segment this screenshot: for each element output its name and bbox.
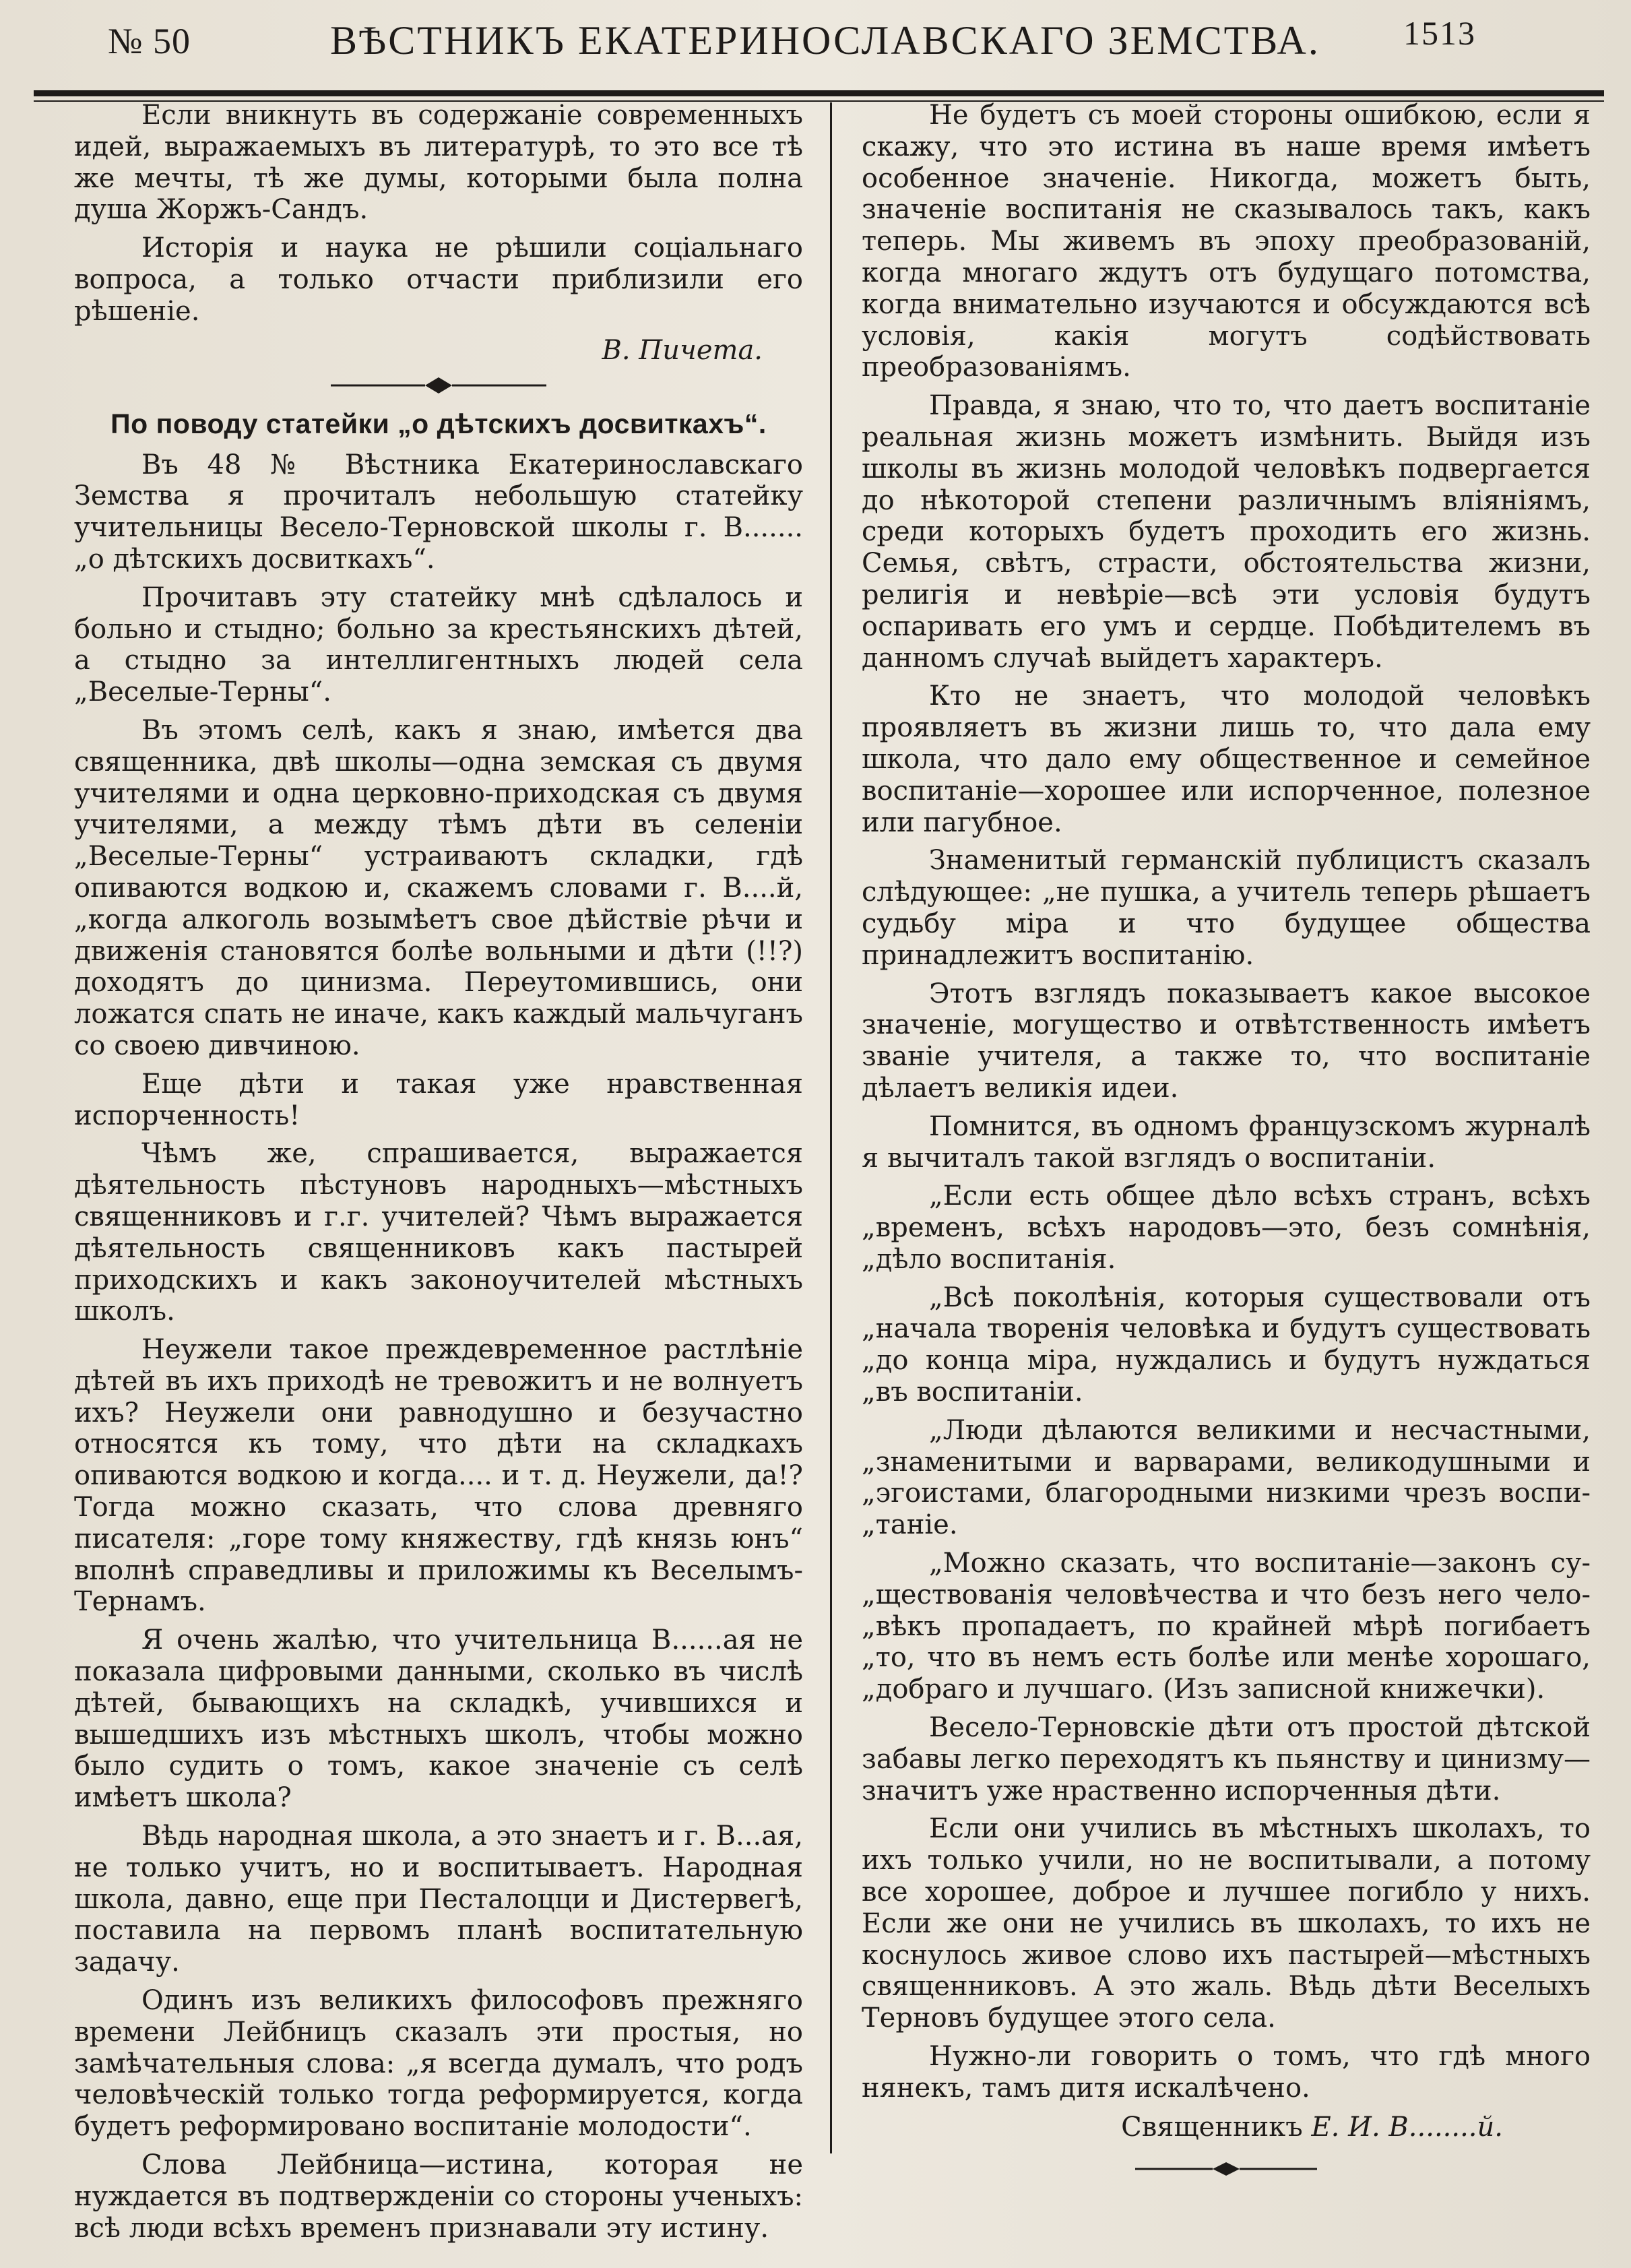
article-paragraph: Вѣдь народная школа, а это знаетъ и г. В...ая, не только учитъ, но и воспитываетъ. Народная школа, давно, еще при Песталоцци и Дистервегѣ, поставила на первомъ планѣ воспитательную задачу. <box>74 1821 803 1978</box>
article-paragraph: Въ 48 № Вѣстника Екатеринославскаго Земства я прочиталъ небольшую статейку учительницы Весело-Терновской школы г. В....... „о дѣтскихъ досвиткахъ“. <box>74 449 803 575</box>
article-paragraph: Знаменитый германскій публицистъ сказалъ слѣдующее: „не пушка, а учитель теперь рѣшаетъ судьбу міра и что будущее общества принадлежитъ воспитанію. <box>862 845 1591 971</box>
journal-title: ВѢСТНИКЪ ЕКАТЕРИНОСЛАВСКАГО ЗЕМСТВА. <box>330 18 1320 63</box>
left-column <box>34 100 830 2248</box>
quote-paragraph: „Можно сказать, что воспитаніе—законъ су- „ществованія человѣчества и что безъ него чело- „вѣкъ пропадаетъ, по крайней мѣрѣ погибаетъ „то, что въ немъ есть болѣе или менѣе хорошаго, „добраго и лучшаго. (Изъ записной книжечки). <box>862 1548 1591 1705</box>
section-ornament <box>74 372 803 399</box>
article-paragraph: Прочитавъ эту статейку мнѣ сдѣлалось и больно и стыдно; больно за крестьянскихъ дѣтей, а стыдно за интеллигентныхъ людей села „Веселые-Терны“. <box>74 581 803 708</box>
article-paragraph: Одинъ изъ великихъ философовъ прежняго времени Лейбницъ сказалъ эти простыя, но замѣчательныя слова: „я всегда думалъ, что родъ человѣческій только тогда реформируется, когда будетъ реформировано воспитаніе молодости“. <box>74 1985 803 2143</box>
article-paragraph: Правда, я знаю, что то, что даетъ воспитаніе реальная жизнь можетъ измѣнить. Выйдя изъ школы въ жизнь молодой человѣкъ подвергается до нѣкоторой степени различнымъ вліяніямъ, среди которыхъ будетъ проходить его жизнь. Семья, свѣтъ, страсти, обстоятельства жизни, религія и невѣріе—всѣ эти условія будутъ оспаривать его умъ и сердце. Побѣдителемъ въ данномъ случаѣ выйдетъ характеръ. <box>862 390 1591 674</box>
article-title: По поводу статейки „о дѣтскихъ досвиткахъ“. <box>110 408 767 439</box>
article-paragraph: Нужно-ли говорить о томъ, что гдѣ много нянекъ, тамъ дитя искалѣчено. <box>862 2041 1591 2104</box>
quote-paragraph: „Если есть общее дѣло всѣхъ странъ, всѣхъ „временъ, всѣхъ народовъ—это, безъ сомнѣнія, „дѣло воспитанія. <box>862 1180 1591 1275</box>
article-paragraph: Еще дѣти и такая уже нравственная испорченность! <box>74 1068 803 1131</box>
article-paragraph: Весело-Терновскіе дѣти отъ простой дѣтской забавы легко переходятъ къ пьянству и цинизму—значитъ уже нраственно испорченныя дѣти. <box>862 1712 1591 1806</box>
right-column <box>832 100 1604 2248</box>
page-header <box>34 12 1604 92</box>
article-paragraph: Чѣмъ же, спрашивается, выражается дѣятельность пѣстуновъ народныхъ—мѣстныхъ священниковъ и г.г. учителей? Чѣмъ выражается дѣятельность священниковъ какъ пастырей приходскихъ и какъ законоучителей мѣстныхъ школъ. <box>74 1138 803 1327</box>
issue-number: № 50 <box>108 21 191 61</box>
article-paragraph: Не будетъ съ моей стороны ошибкою, если я скажу, что это истина въ наше время имѣетъ особенное значеніе. Никогда, можетъ быть, значеніе воспитанія не сказывалось такъ, какъ теперь. Мы живемъ въ эпоху преобразованій, когда многаго ждутъ отъ будущаго потомства, когда внимательно изучаются и обсуждаются всѣ условія, какія могутъ содѣйствовать преобразованіямъ. <box>862 100 1591 383</box>
quote-paragraph: „Люди дѣлаются великими и несчастными, „знаменитыми и варварами, великодушными и „эгоистами, благородными низкими чрезъ воспи- „таніе. <box>862 1414 1591 1541</box>
intro-paragraph: Исторія и наука не рѣшили соціальнаго вопроса, а только отчасти приблизили его рѣшеніе. <box>74 232 803 327</box>
quote-paragraph: „Всѣ поколѣнія, которыя существовали отъ „начала творенія человѣка и будутъ существовать „до конца міра, нуждались и будутъ нуждаться „въ воспитаніи. <box>862 1282 1591 1408</box>
page-number: 1513 <box>1403 14 1476 52</box>
signature-title: Священникъ <box>1121 2111 1303 2143</box>
article-paragraph: Если они учились въ мѣстныхъ школахъ, то ихъ только учили, но не воспитывали, а потому все хорошее, доброе и лучшее погибло у нихъ. Если же они не учились въ школахъ, то ихъ не коснулось живое слово ихъ пастырей—мѣстныхъ священниковъ. А это жаль. Вѣдь дѣти Веселыхъ Терновъ будущее этого села. <box>862 1813 1591 2034</box>
signature-name: Е. И. В........й. <box>1311 2111 1503 2143</box>
article-paragraph: Этотъ взглядъ показываетъ какое высокое значеніе, могущество и отвѣтственность имѣетъ званіе учителя, а также то, что воспитаніе дѣлаетъ великія идеи. <box>862 978 1591 1104</box>
intro-paragraph: Если вникнуть въ содержаніе современныхъ идей, выражаемыхъ въ литературѣ, то это все тѣ же мечты, тѣ же думы, которыми была полна душа Жоржъ-Сандъ. <box>74 100 803 226</box>
article-paragraph: Помнится, въ одномъ французскомъ журналѣ я вычиталъ такой взглядъ о воспитаніи. <box>862 1110 1591 1174</box>
article-paragraph: Въ этомъ селѣ, какъ я знаю, имѣется два священника, двѣ школы—одна земская съ двумя учителями и одна церковно-приходская съ двумя учителями, а между тѣмъ дѣти въ селеніи „Веселые-Терны“ устраиваютъ складки, гдѣ опиваются водкою и, скажемъ словами г. В....й, „когда алкоголь возымѣетъ свое дѣйствіе рѣчи и движенія становятся болѣе вольными и дѣти (!!?) доходятъ до цинизма. Переутомившись, они ложатся спать не иначе, какъ каждый мальчуганъ со своею дивчиною. <box>74 714 803 1061</box>
author-signature <box>862 2111 1591 2143</box>
intro-signature: В. Пичета. <box>602 334 763 366</box>
columns <box>34 100 1604 2248</box>
article-paragraph: Я очень жалѣю, что учительница В......ая не показала цифровыми данными, сколько въ числѣ дѣтей, бывающихъ на складкѣ, учившихся и вышедшихъ изъ мѣстныхъ школъ, чтобы можно было судить о томъ, какое значеніе съ селѣ имѣетъ школа? <box>74 1625 803 1814</box>
header-rule-thick <box>34 90 1604 96</box>
article-paragraph: Неужели такое преждевременное растлѣніе дѣтей въ ихъ приходѣ не тревожитъ и не волнуетъ ихъ? Неужели они равнодушно и безучастно относятся къ тому, что дѣти на складкахъ опиваются водкою и когда.... и т. д. Неужели, да!? Тогда можно сказать, что слова древняго писателя: „горе тому княжеству, гдѣ князь юнъ“ вполнѣ справедливы и приложимы къ Веселымъ-Тернамъ. <box>74 1334 803 1618</box>
end-ornament <box>862 2155 1591 2182</box>
article-paragraph: Слова Лейбница—истина, которая не нуждается въ подтвержденіи со стороны ученыхъ: всѣ люди всѣхъ временъ признавали эту истину. <box>74 2149 803 2244</box>
article-paragraph: Кто не знаетъ, что молодой человѣкъ проявляетъ въ жизни лишь то, что дала ему школа, что дало ему общественное и семейное воспитаніе—хорошее или испорченное, полезное или пагубное. <box>862 681 1591 838</box>
